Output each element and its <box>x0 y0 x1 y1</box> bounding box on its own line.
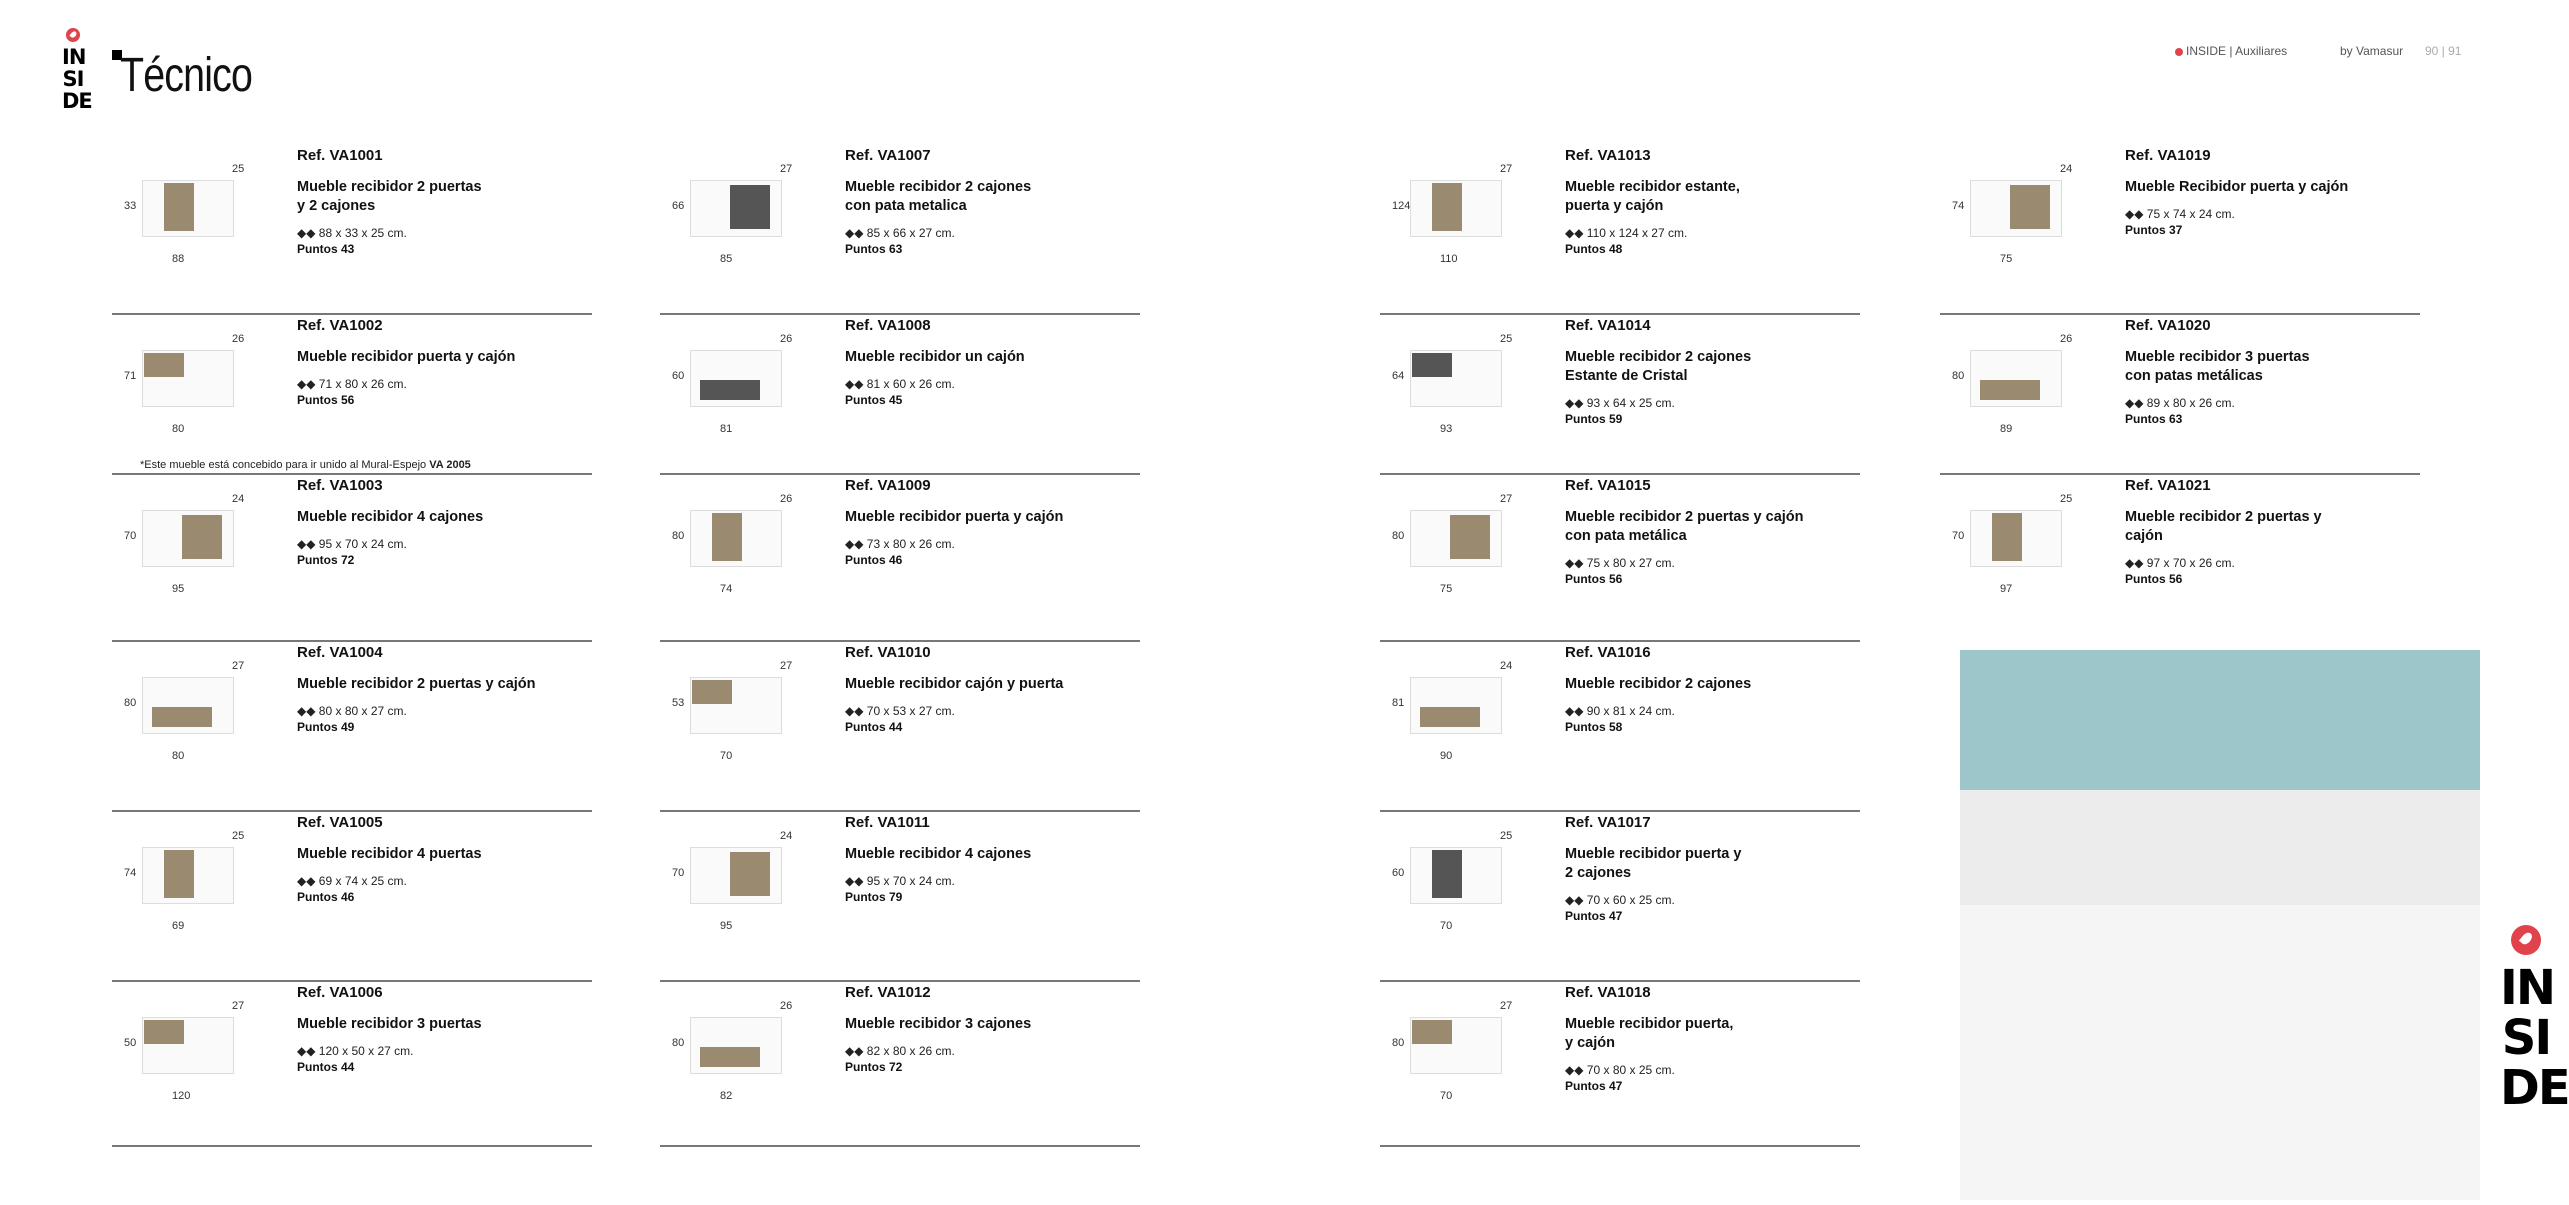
page-numbers: 90 | 91 <box>2425 44 2462 58</box>
product-item <box>112 812 592 982</box>
product-points: Puntos 44 <box>845 720 903 734</box>
product-item <box>1380 982 1860 1147</box>
dimensions-icon: ◆◆ <box>1565 396 1587 410</box>
header-by: by Vamasur <box>2340 44 2404 58</box>
product-name: Mueble recibidor 3 puertas <box>297 1016 482 1032</box>
product-drawing <box>1390 325 1525 445</box>
product-ref: Ref. VA1019 <box>2125 147 2211 164</box>
product-info <box>845 982 1135 1074</box>
product-dimensions <box>2125 396 2415 410</box>
dimensions-icon: ◆◆ <box>2125 207 2147 221</box>
inside-logo <box>62 28 92 113</box>
product-name: Mueble recibidor un cajón <box>845 349 1025 365</box>
furniture-drawer <box>1412 1020 1452 1044</box>
dimension-label: 27 <box>1500 163 1513 175</box>
product-dimensions <box>297 1044 587 1058</box>
dimension-label: 27 <box>232 660 245 672</box>
dimension-label: 70 <box>1952 530 1965 542</box>
product-info <box>1565 642 1855 734</box>
furniture-drawer <box>1420 707 1480 727</box>
product-drawing <box>1950 155 2085 275</box>
dimension-label: 89 <box>2000 423 2013 435</box>
product-dimensions <box>845 377 1135 391</box>
product-drawing <box>1390 652 1525 772</box>
dimension-label: 80 <box>1392 530 1405 542</box>
product-item <box>660 642 1140 812</box>
product-drawing <box>670 992 805 1112</box>
product-points: Puntos 79 <box>845 890 903 904</box>
product-info <box>297 982 587 1074</box>
dimension-label: 69 <box>172 920 185 932</box>
color-swatch-teal <box>1960 650 2480 790</box>
color-swatch-light-grey <box>1960 790 2480 905</box>
product-ref: Ref. VA1016 <box>1565 644 1651 661</box>
logo-line: IN <box>62 45 86 69</box>
product-points: Puntos 63 <box>2125 412 2183 426</box>
brand-name: INSIDE <box>2186 44 2227 58</box>
dimensions-value: 70 x 53 x 27 cm. <box>866 704 955 718</box>
product-ref: Ref. VA1006 <box>297 984 383 1001</box>
product-points: Puntos 47 <box>1565 909 1623 923</box>
product-drawing <box>1950 325 2085 445</box>
product-dimensions <box>297 704 587 718</box>
product-info <box>297 812 587 904</box>
dimension-label: 64 <box>1392 370 1405 382</box>
dimensions-icon: ◆◆ <box>2125 556 2147 570</box>
product-name: Mueble recibidor puerta, y cajón <box>1565 1016 1734 1051</box>
product-item <box>1940 315 2420 475</box>
dimension-label: 80 <box>672 1037 685 1049</box>
dimensions-value: 69 x 74 x 25 cm. <box>318 874 407 888</box>
product-dimensions <box>1565 1063 1855 1077</box>
product-note <box>140 459 471 471</box>
logo-line: SI <box>62 67 84 91</box>
product-dimensions <box>1565 226 1855 240</box>
dimension-label: 80 <box>1392 1037 1405 1049</box>
dimension-label: 80 <box>124 697 137 709</box>
furniture-drawer <box>1432 183 1462 231</box>
product-ref: Ref. VA1020 <box>2125 317 2211 334</box>
product-points: Puntos 72 <box>845 1060 903 1074</box>
section-name: Auxiliares <box>2235 44 2288 58</box>
product-ref: Ref. VA1008 <box>845 317 931 334</box>
furniture-drawer <box>152 707 212 727</box>
product-dimensions <box>845 1044 1135 1058</box>
product-dimensions <box>845 874 1135 888</box>
page-title: Técnico <box>120 49 253 102</box>
color-swatch-white <box>1960 905 2480 1200</box>
product-points: Puntos 72 <box>297 553 355 567</box>
furniture-drawer <box>1450 515 1490 559</box>
product-dimensions <box>2125 556 2415 570</box>
header-brand <box>2175 44 2287 58</box>
product-name: Mueble recibidor 3 cajones <box>845 1016 1032 1032</box>
product-info <box>845 642 1135 734</box>
dimensions-value: 73 x 80 x 26 cm. <box>866 537 955 551</box>
dimensions-value: 120 x 50 x 27 cm. <box>318 1044 414 1058</box>
product-info <box>2125 315 2415 426</box>
product-item <box>112 642 592 812</box>
dimension-label: 25 <box>1500 830 1513 842</box>
furniture-drawer <box>144 353 184 377</box>
furniture-drawer <box>2010 185 2050 229</box>
dimensions-icon: ◆◆ <box>845 704 867 718</box>
product-ref: Ref. VA1001 <box>297 147 383 164</box>
product-points: Puntos 46 <box>297 890 355 904</box>
dimension-label: 27 <box>780 163 793 175</box>
product-item <box>660 812 1140 982</box>
furniture-drawer <box>730 852 770 896</box>
dimensions-icon: ◆◆ <box>845 377 867 391</box>
logo-line: DE <box>62 89 92 113</box>
product-item <box>1380 812 1860 982</box>
product-ref: Ref. VA1012 <box>845 984 931 1001</box>
dimensions-value: 110 x 124 x 27 cm. <box>1586 226 1688 240</box>
furniture-drawer <box>730 185 770 229</box>
product-dimensions <box>1565 396 1855 410</box>
logo-line: DE <box>2500 1060 2569 1116</box>
furniture-drawer <box>1992 513 2022 561</box>
dimension-label: 70 <box>124 530 137 542</box>
dimensions-value: 97 x 70 x 26 cm. <box>2146 556 2235 570</box>
dimensions-icon: ◆◆ <box>297 704 319 718</box>
dimension-label: 60 <box>1392 867 1405 879</box>
product-points: Puntos 46 <box>845 553 903 567</box>
product-points: Puntos 43 <box>297 242 355 256</box>
dimension-label: 27 <box>1500 493 1513 505</box>
product-name: Mueble recibidor 4 cajones <box>845 846 1032 862</box>
furniture-drawer <box>182 515 222 559</box>
leaf-icon <box>2175 48 2183 56</box>
product-item <box>112 315 592 475</box>
furniture-drawer <box>164 850 194 898</box>
product-info <box>1565 812 1855 923</box>
product-item <box>660 982 1140 1147</box>
product-dimensions <box>1565 556 1855 570</box>
product-points: Puntos 45 <box>845 393 903 407</box>
product-name: Mueble recibidor 2 puertas y cajón <box>297 676 536 692</box>
product-points: Puntos 44 <box>297 1060 355 1074</box>
product-ref: Ref. VA1009 <box>845 477 931 494</box>
product-points: Puntos 59 <box>1565 412 1623 426</box>
dimensions-value: 90 x 81 x 24 cm. <box>1586 704 1675 718</box>
dimensions-icon: ◆◆ <box>297 226 319 240</box>
product-ref: Ref. VA1015 <box>1565 477 1651 494</box>
product-drawing <box>670 325 805 445</box>
product-info <box>1565 982 1855 1093</box>
dimensions-icon: ◆◆ <box>297 874 319 888</box>
furniture-drawer <box>1432 850 1462 898</box>
dimension-label: 80 <box>172 423 185 435</box>
product-ref: Ref. VA1004 <box>297 644 383 661</box>
product-name: Mueble recibidor 2 puertas y cajón con pata metálica <box>1565 509 1804 544</box>
product-name: Mueble recibidor 2 puertas y 2 cajones <box>297 179 482 214</box>
dimensions-icon: ◆◆ <box>845 874 867 888</box>
product-name: Mueble recibidor 4 cajones <box>297 509 484 525</box>
dimensions-value: 75 x 74 x 24 cm. <box>2146 207 2235 221</box>
product-points: Puntos 56 <box>297 393 355 407</box>
dimension-label: 95 <box>172 583 185 595</box>
product-drawing <box>122 485 257 605</box>
dimensions-value: 71 x 80 x 26 cm. <box>318 377 407 391</box>
dimensions-icon: ◆◆ <box>297 537 319 551</box>
dimension-label: 85 <box>720 253 733 265</box>
product-dimensions <box>297 377 587 391</box>
product-name: Mueble recibidor 2 cajones con pata metalica <box>845 179 1032 214</box>
dimensions-icon: ◆◆ <box>845 1044 867 1058</box>
dimension-label: 26 <box>780 493 793 505</box>
product-ref: Ref. VA1002 <box>297 317 383 334</box>
product-dimensions <box>1565 893 1855 907</box>
product-drawing <box>1390 155 1525 275</box>
dimension-label: 74 <box>1952 200 1965 212</box>
leaf-icon <box>2511 925 2541 955</box>
product-points: Puntos 37 <box>2125 223 2183 237</box>
product-drawing <box>670 485 805 605</box>
dimensions-value: 70 x 80 x 25 cm. <box>1586 1063 1675 1077</box>
product-item <box>112 145 592 315</box>
dimension-label: 66 <box>672 200 685 212</box>
product-drawing <box>122 325 257 445</box>
dimension-label: 60 <box>672 370 685 382</box>
product-points: Puntos 56 <box>2125 572 2183 586</box>
note-ref: VA 2005 <box>429 459 471 471</box>
dimensions-icon: ◆◆ <box>1565 226 1587 240</box>
dimension-label: 50 <box>124 1037 137 1049</box>
furniture-drawer <box>700 1047 760 1067</box>
product-points: Puntos 49 <box>297 720 355 734</box>
product-points: Puntos 63 <box>845 242 903 256</box>
dimension-label: 70 <box>1440 920 1453 932</box>
product-ref: Ref. VA1011 <box>845 814 930 831</box>
product-info <box>845 812 1135 904</box>
furniture-drawer <box>692 680 732 704</box>
product-item <box>1380 642 1860 812</box>
product-info <box>1565 145 1855 256</box>
dimension-label: 71 <box>124 370 137 382</box>
dimension-label: 26 <box>2060 333 2073 345</box>
product-item <box>1940 145 2420 315</box>
dimension-label: 74 <box>720 583 733 595</box>
product-ref: Ref. VA1007 <box>845 147 931 164</box>
product-name: Mueble recibidor puerta y cajón <box>845 509 1064 525</box>
product-name: Mueble recibidor 2 puertas y cajón <box>2125 509 2322 544</box>
product-item <box>1380 145 1860 315</box>
dimension-label: 110 <box>1440 253 1458 265</box>
product-item <box>660 145 1140 315</box>
dimensions-icon: ◆◆ <box>845 537 867 551</box>
dimension-label: 75 <box>1440 583 1453 595</box>
product-drawing <box>670 822 805 942</box>
inside-logo-large <box>2500 925 2569 1116</box>
dimensions-icon: ◆◆ <box>1565 556 1587 570</box>
dimension-label: 70 <box>720 750 733 762</box>
product-drawing <box>1390 822 1525 942</box>
product-info <box>845 145 1135 256</box>
dimension-label: 97 <box>2000 583 2013 595</box>
dimension-label: 25 <box>1500 333 1513 345</box>
product-drawing <box>670 652 805 772</box>
product-name: Mueble recibidor 3 puertas con patas metálicas <box>2125 349 2310 384</box>
dimension-label: 90 <box>1440 750 1453 762</box>
product-name: Mueble Recibidor puerta y cajón <box>2125 179 2349 195</box>
product-points: Puntos 56 <box>1565 572 1623 586</box>
product-name: Mueble recibidor 2 cajones <box>1565 676 1752 692</box>
dimension-label: 95 <box>720 920 733 932</box>
product-drawing <box>1390 485 1525 605</box>
logo-line: SI <box>2501 1010 2551 1066</box>
product-info <box>297 475 587 567</box>
furniture-drawer <box>1980 380 2040 400</box>
dimension-label: 24 <box>232 493 245 505</box>
product-info <box>1565 475 1855 586</box>
dimension-label: 80 <box>672 530 685 542</box>
product-dimensions <box>297 226 587 240</box>
dimension-label: 70 <box>672 867 685 879</box>
product-drawing <box>670 155 805 275</box>
product-ref: Ref. VA1014 <box>1565 317 1651 334</box>
product-item <box>660 315 1140 475</box>
product-points: Puntos 47 <box>1565 1079 1623 1093</box>
dimensions-icon: ◆◆ <box>1565 893 1587 907</box>
dimensions-icon: ◆◆ <box>1565 704 1587 718</box>
product-drawing <box>1950 485 2085 605</box>
dimensions-icon: ◆◆ <box>2125 396 2147 410</box>
dimensions-value: 85 x 66 x 27 cm. <box>866 226 955 240</box>
dimension-label: 124 <box>1392 200 1411 212</box>
product-name: Mueble recibidor 4 puertas <box>297 846 482 862</box>
note-text: *Este mueble está concebido para ir unido al Mural-Espejo <box>140 459 430 471</box>
product-info <box>845 315 1135 407</box>
product-dimensions <box>297 537 587 551</box>
dimension-label: 81 <box>720 423 733 435</box>
dimensions-icon: ◆◆ <box>845 226 867 240</box>
dimension-label: 27 <box>780 660 793 672</box>
product-ref: Ref. VA1021 <box>2125 477 2211 494</box>
product-info <box>2125 145 2415 237</box>
product-name: Mueble recibidor puerta y 2 cajones <box>1565 846 1742 881</box>
product-item <box>1940 475 2420 645</box>
dimension-label: 53 <box>672 697 685 709</box>
dimension-label: 74 <box>124 867 137 879</box>
product-item <box>1380 315 1860 475</box>
product-drawing <box>122 992 257 1112</box>
product-dimensions <box>2125 207 2415 221</box>
product-name: Mueble recibidor puerta y cajón <box>297 349 516 365</box>
leaf-icon <box>66 28 80 42</box>
logo-line: IN <box>2500 960 2555 1016</box>
furniture-drawer <box>1412 353 1452 377</box>
furniture-drawer <box>164 183 194 231</box>
dimensions-value: 82 x 80 x 26 cm. <box>866 1044 955 1058</box>
product-name: Mueble recibidor 2 cajones Estante de Cristal <box>1565 349 1752 384</box>
product-info <box>297 642 587 734</box>
dimension-label: 24 <box>2060 163 2073 175</box>
dimension-label: 25 <box>2060 493 2073 505</box>
product-drawing <box>122 822 257 942</box>
furniture-drawer <box>700 380 760 400</box>
product-dimensions <box>845 226 1135 240</box>
product-drawing <box>1390 992 1525 1112</box>
dimension-label: 88 <box>172 253 185 265</box>
product-dimensions <box>297 874 587 888</box>
dimension-label: 80 <box>172 750 185 762</box>
product-points: Puntos 48 <box>1565 242 1623 256</box>
furniture-drawer <box>144 1020 184 1044</box>
product-ref: Ref. VA1003 <box>297 477 383 494</box>
product-info <box>297 315 587 407</box>
product-drawing <box>122 652 257 772</box>
dimension-label: 27 <box>232 1000 245 1012</box>
dimension-label: 26 <box>232 333 245 345</box>
product-info <box>2125 475 2415 586</box>
product-item <box>112 475 592 642</box>
dimensions-value: 70 x 60 x 25 cm. <box>1586 893 1675 907</box>
dimension-label: 25 <box>232 830 245 842</box>
dimension-label: 25 <box>232 163 245 175</box>
dimensions-value: 80 x 80 x 27 cm. <box>318 704 407 718</box>
dimension-label: 80 <box>1952 370 1965 382</box>
dimension-label: 26 <box>780 333 793 345</box>
product-ref: Ref. VA1013 <box>1565 147 1651 164</box>
product-info <box>1565 315 1855 426</box>
product-item <box>1380 475 1860 642</box>
product-ref: Ref. VA1010 <box>845 644 931 661</box>
product-info <box>297 145 587 256</box>
dimensions-value: 81 x 60 x 26 cm. <box>866 377 955 391</box>
product-name: Mueble recibidor cajón y puerta <box>845 676 1064 692</box>
dimension-label: 120 <box>172 1090 191 1102</box>
dimension-label: 75 <box>2000 253 2013 265</box>
dimensions-icon: ◆◆ <box>1565 1063 1587 1077</box>
dimension-label: 82 <box>720 1090 733 1102</box>
dimensions-icon: ◆◆ <box>297 377 319 391</box>
product-ref: Ref. VA1018 <box>1565 984 1651 1001</box>
product-ref: Ref. VA1017 <box>1565 814 1651 831</box>
product-ref: Ref. VA1005 <box>297 814 383 831</box>
product-dimensions <box>845 537 1135 551</box>
dimension-label: 33 <box>124 200 137 212</box>
dimension-label: 27 <box>1500 1000 1513 1012</box>
dimension-label: 26 <box>780 1000 793 1012</box>
dimensions-value: 89 x 80 x 26 cm. <box>2146 396 2235 410</box>
product-drawing <box>122 155 257 275</box>
furniture-drawer <box>712 513 742 561</box>
product-dimensions <box>1565 704 1855 718</box>
product-item <box>660 475 1140 642</box>
dimensions-value: 93 x 64 x 25 cm. <box>1586 396 1675 410</box>
product-points: Puntos 58 <box>1565 720 1623 734</box>
dimension-label: 81 <box>1392 697 1405 709</box>
product-name: Mueble recibidor estante, puerta y cajón <box>1565 179 1740 214</box>
dimension-label: 70 <box>1440 1090 1453 1102</box>
dimensions-value: 88 x 33 x 25 cm. <box>318 226 407 240</box>
dimension-label: 24 <box>780 830 793 842</box>
dimensions-value: 95 x 70 x 24 cm. <box>318 537 407 551</box>
separator: | <box>2229 44 2236 58</box>
dimension-label: 93 <box>1440 423 1453 435</box>
product-dimensions <box>845 704 1135 718</box>
product-info <box>845 475 1135 567</box>
dimension-label: 24 <box>1500 660 1513 672</box>
dimensions-value: 95 x 70 x 24 cm. <box>866 874 955 888</box>
dimensions-icon: ◆◆ <box>297 1044 319 1058</box>
dimensions-value: 75 x 80 x 27 cm. <box>1586 556 1675 570</box>
product-item <box>112 982 592 1147</box>
